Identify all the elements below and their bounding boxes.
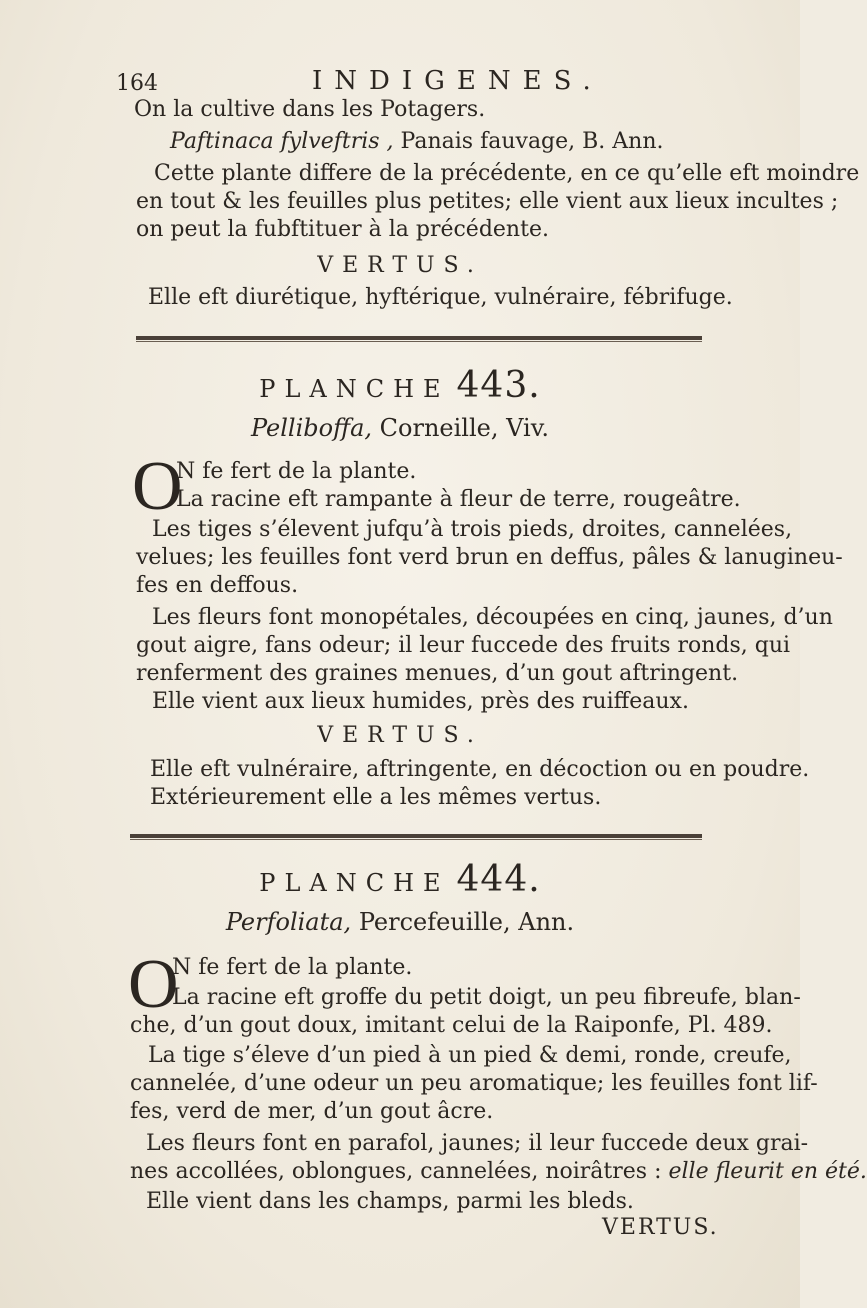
plate443-common-name: Corneille, Viv.: [379, 414, 550, 442]
entry1-title-line: [170, 128, 664, 156]
entry1-para-line: en tout & les feuilles plus petites; elle vient aux lieux incultes ;: [136, 189, 839, 214]
plate443-line: fes en deffous.: [136, 573, 299, 598]
entry1-vertus-heading: VERTUS.: [317, 253, 483, 278]
plate443-heading: [0, 365, 800, 406]
running-title: INDIGENES.: [312, 66, 603, 96]
plate443-vertus-heading: VERTUS.: [317, 723, 483, 748]
plate444-line: [130, 1158, 867, 1186]
plate444-line-text: nes accollées, oblongues, cannelées, noirâtres :: [130, 1159, 662, 1184]
plate443-latin-name: Pelliboffa,: [250, 414, 373, 442]
plate443-line: renferment des graines menues, d’un gout aftringent.: [136, 661, 739, 686]
plate444-line: fes, verd de mer, d’un gout âcre.: [130, 1099, 494, 1124]
plate444-number: 444.: [456, 859, 541, 900]
plate443-drop-cap: O: [132, 448, 183, 525]
plate443-line: gout aigre, fans odeur; il leur fuccede des fruits ronds, qui: [136, 633, 791, 658]
section-divider-rule: [136, 336, 702, 342]
plate444-line: cannelée, d’une odeur un peu aromatique; les feuilles font lif-: [130, 1071, 818, 1096]
plate444-heading: [0, 859, 800, 900]
plate443-number: 443.: [456, 365, 541, 406]
plate444-line: Elle vient dans les champs, parmi les bleds.: [146, 1189, 634, 1214]
plate444-flowering-note: elle fleurit en été.: [668, 1159, 867, 1184]
plate444-common-name: Percefeuille, Ann.: [358, 908, 575, 936]
plate444-title-line: [0, 908, 800, 936]
plate444-drop-cap: O: [128, 946, 179, 1023]
plate443-line: La racine eft rampante à fleur de terre, rougeâtre.: [176, 487, 741, 512]
plate443-title-line: [0, 414, 800, 442]
plate444-line: N fe fert de la plante.: [172, 955, 413, 980]
plate443-line: Les fleurs font monopétales, découpées en cinq, jaunes, d’un: [152, 605, 833, 630]
entry1-vertus-text: Elle eft diurétique, hyftérique, vulnéraire, fébrifuge.: [148, 285, 733, 310]
entry1-para-line: Cette plante differe de la précédente, en ce qu’elle eft moindre: [154, 161, 860, 186]
plate443-line: N fe fert de la plante.: [176, 459, 417, 484]
plate444-line: La racine eft groffe du petit doigt, un peu fibreufe, blan-: [172, 985, 801, 1010]
plate444-line: Les fleurs font en parafol, jaunes; il leur fuccede deux grai-: [146, 1131, 809, 1156]
plate444-label: PLANCHE: [259, 869, 450, 897]
plate443-label: PLANCHE: [259, 375, 450, 403]
plate444-latin-name: Perfoliata,: [225, 908, 352, 936]
plate444-line: che, d’un gout doux, imitant celui de la Raiponfe, Pl. 489.: [130, 1013, 773, 1038]
plate443-vertus-line: Extérieurement elle a les mêmes vertus.: [150, 785, 602, 810]
entry1-para-line: on peut la fubftituer à la précédente.: [136, 217, 549, 242]
plate443-line: Les tiges s’élevent jufqu’à trois pieds, droites, cannelées,: [152, 517, 793, 542]
catchword: VERTUS.: [602, 1215, 719, 1240]
entry1-latin-name: Paftinaca fylveftris ,: [170, 129, 394, 154]
plate443-line: Elle vient aux lieux humides, près des ruiffeaux.: [152, 689, 689, 714]
page-number: 164: [116, 71, 158, 96]
plate444-line: La tige s’éleve d’un pied à un pied & demi, ronde, creufe,: [148, 1043, 792, 1068]
plate443-line: velues; les feuilles font verd brun en deffus, pâles & lanugineu-: [136, 545, 843, 570]
intro-line: On la cultive dans les Potagers.: [134, 97, 486, 122]
entry1-common-name: Panais fauvage, B. Ann.: [400, 129, 664, 154]
section-divider-rule: [130, 834, 702, 840]
plate443-vertus-line: Elle eft vulnéraire, aftringente, en décoction ou en poudre.: [150, 757, 810, 782]
